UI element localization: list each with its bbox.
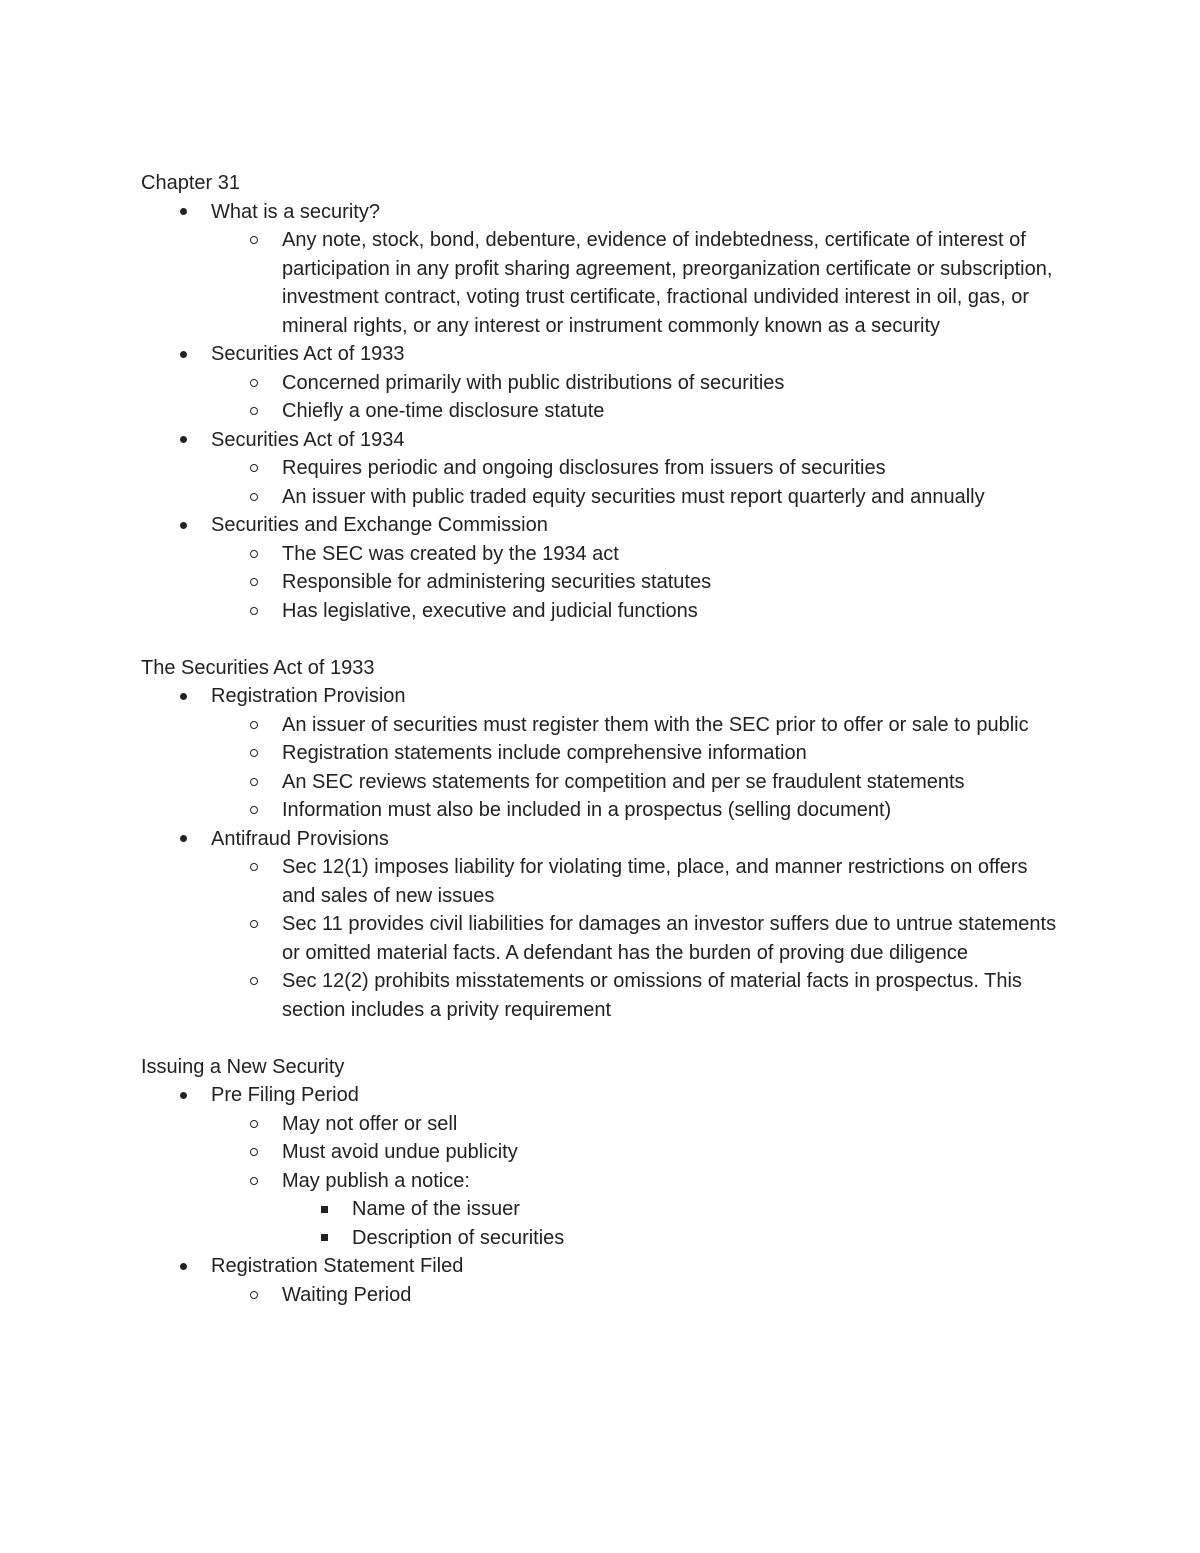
outline-list-level-2 — [141, 1281, 1061, 1310]
bullet-circle-icon — [247, 483, 261, 512]
list-item-row — [141, 1281, 1061, 1310]
list-item — [141, 340, 1061, 426]
list-item-row — [141, 853, 1061, 910]
section-title: Chapter 31 — [141, 172, 240, 194]
list-item-text: An issuer with public traded equity securities must report quarterly and annually — [282, 485, 985, 508]
list-item — [141, 426, 1061, 512]
outline-section — [141, 654, 1061, 1025]
list-item-text: Information must also be included in a prospectus (selling document) — [282, 799, 892, 821]
list-item-text: An SEC reviews statements for competition and per se fraudulent statements — [282, 770, 965, 793]
list-item-text: Securities and Exchange Commission — [211, 514, 548, 536]
list-item — [141, 369, 1061, 398]
list-item-text: Securities Act of 1934 — [211, 428, 405, 451]
list-item — [141, 1252, 1061, 1309]
list-item-text: Name of the issuer — [352, 1198, 520, 1220]
list-item-row — [141, 967, 1061, 1024]
bullet-disc-icon — [176, 682, 190, 711]
list-item — [141, 825, 1061, 1025]
list-item-text: Description of securities — [352, 1226, 565, 1249]
list-item — [141, 511, 1061, 625]
bullet-disc-icon — [176, 511, 190, 540]
list-item — [141, 483, 1061, 512]
section-title: Issuing a New Security — [141, 1055, 345, 1078]
list-item — [141, 910, 1061, 967]
bullet-circle-icon — [247, 1167, 261, 1196]
list-item-text: Has legislative, executive and judicial functions — [282, 599, 698, 622]
list-item — [141, 768, 1061, 797]
bullet-circle-icon — [247, 454, 261, 483]
list-item-text: Pre Filing Period — [211, 1084, 359, 1106]
list-item — [141, 198, 1061, 341]
list-item-text: Registration Provision — [211, 685, 406, 707]
outline-list-level-1 — [141, 198, 1061, 626]
list-item-text: Sec 11 provides civil liabilities for damages an investor suffers due to untrue statements or omitted material facts. A defendant has the burden of proving due diligence — [282, 913, 1057, 964]
bullet-circle-icon — [247, 568, 261, 597]
list-item-row — [141, 1081, 1061, 1110]
outline-list-level-2 — [141, 369, 1061, 426]
list-item-row — [141, 768, 1061, 797]
list-item-row — [141, 226, 1061, 340]
outline-list-level-2 — [141, 853, 1061, 1024]
outline-list-level-2 — [141, 226, 1061, 340]
bullet-circle-icon — [247, 1138, 261, 1167]
list-item-text: Waiting Period — [282, 1283, 412, 1306]
outline-list-level-1 — [141, 1081, 1061, 1309]
document-page — [141, 169, 1061, 1309]
list-item-row — [141, 340, 1061, 369]
list-item-row — [141, 1252, 1061, 1281]
list-item-row — [141, 369, 1061, 398]
list-item-text: What is a security? — [211, 200, 380, 223]
list-item — [141, 540, 1061, 569]
list-item — [141, 682, 1061, 825]
section-title: The Securities Act of 1933 — [141, 656, 375, 679]
bullet-circle-icon — [247, 967, 261, 996]
list-item-text: The SEC was created by the 1934 act — [282, 542, 619, 565]
bullet-disc-icon — [176, 1252, 190, 1281]
list-item-text: Sec 12(2) prohibits misstatements or omissions of material facts in prospectus. This section includes a privity requirement — [282, 970, 1022, 1021]
list-item-row — [141, 796, 1061, 825]
bullet-circle-icon — [247, 597, 261, 626]
bullet-circle-icon — [247, 768, 261, 797]
list-item-text: Must avoid undue publicity — [282, 1141, 518, 1163]
bullet-disc-icon — [176, 340, 190, 369]
bullet-circle-icon — [247, 853, 261, 882]
list-item — [141, 454, 1061, 483]
bullet-disc-icon — [176, 426, 190, 455]
list-item — [141, 1224, 1061, 1253]
bullet-disc-icon — [176, 825, 190, 854]
list-item — [141, 1195, 1061, 1224]
bullet-square-icon — [317, 1195, 331, 1224]
list-item-text: Registration Statement Filed — [211, 1255, 464, 1277]
outline-list-level-2 — [141, 454, 1061, 511]
list-item — [141, 853, 1061, 910]
bullet-circle-icon — [247, 540, 261, 569]
list-item-row — [141, 739, 1061, 768]
list-item-row — [141, 597, 1061, 626]
outline-list-level-2 — [141, 711, 1061, 825]
list-item — [141, 967, 1061, 1024]
list-item-text: Securities Act of 1933 — [211, 343, 405, 365]
list-item-row — [141, 511, 1061, 540]
list-item-row — [141, 1167, 1061, 1196]
list-item — [141, 1110, 1061, 1139]
list-item-row — [141, 910, 1061, 967]
list-item-row — [141, 198, 1061, 227]
bullet-circle-icon — [247, 711, 261, 740]
list-item-row — [141, 1110, 1061, 1139]
section-spacer — [141, 1024, 1061, 1053]
list-item-text: An issuer of securities must register them with the SEC prior to offer or sale to public — [282, 713, 1029, 736]
list-item-text: May not offer or sell — [282, 1112, 458, 1135]
bullet-circle-icon — [247, 1110, 261, 1139]
bullet-disc-icon — [176, 198, 190, 227]
list-item-row — [141, 1195, 1061, 1224]
bullet-disc-icon — [176, 1081, 190, 1110]
list-item — [141, 568, 1061, 597]
list-item-row — [141, 568, 1061, 597]
list-item-text: Concerned primarily with public distributions of securities — [282, 371, 785, 394]
outline-list-level-2 — [141, 540, 1061, 626]
list-item — [141, 1081, 1061, 1252]
list-item-row — [141, 540, 1061, 569]
outline-list-level-1 — [141, 682, 1061, 1024]
list-item-row — [141, 711, 1061, 740]
list-item-row — [141, 397, 1061, 426]
list-item-text: Antifraud Provisions — [211, 827, 389, 850]
bullet-circle-icon — [247, 226, 261, 255]
list-item-row — [141, 483, 1061, 512]
list-item — [141, 1138, 1061, 1167]
bullet-circle-icon — [247, 1281, 261, 1310]
list-item — [141, 226, 1061, 340]
section-spacer — [141, 625, 1061, 654]
list-item — [141, 1281, 1061, 1310]
list-item-row — [141, 682, 1061, 711]
list-item — [141, 711, 1061, 740]
outline-list-level-2 — [141, 1110, 1061, 1253]
outline-section — [141, 169, 1061, 625]
list-item-row — [141, 1138, 1061, 1167]
bullet-circle-icon — [247, 796, 261, 825]
bullet-circle-icon — [247, 369, 261, 398]
list-item-row — [141, 426, 1061, 455]
bullet-square-icon — [317, 1224, 331, 1253]
outline-section — [141, 1053, 1061, 1310]
list-item-row — [141, 825, 1061, 854]
list-item — [141, 739, 1061, 768]
list-item — [141, 796, 1061, 825]
list-item — [141, 397, 1061, 426]
list-item-text: Sec 12(1) imposes liability for violating time, place, and manner restrictions on offers and sales of new issues — [282, 856, 1028, 907]
bullet-circle-icon — [247, 739, 261, 768]
list-item-text: May publish a notice: — [282, 1169, 470, 1192]
list-item-text: Any note, stock, bond, debenture, evidence of indebtedness, certificate of interest of participation in any profit sharing agreement, preorganization certificate or subscription, investment contract, voting trust certificate, fractional undivided interest in oil, gas, or mineral rights, or any interest or instrument commonly known as a security — [282, 229, 1053, 337]
list-item-row — [141, 1224, 1061, 1253]
bullet-circle-icon — [247, 910, 261, 939]
list-item — [141, 597, 1061, 626]
outline-list-level-3 — [141, 1195, 1061, 1252]
list-item-text: Responsible for administering securities statutes — [282, 571, 712, 593]
list-item-text: Requires periodic and ongoing disclosures from issuers of securities — [282, 457, 886, 479]
list-item-row — [141, 454, 1061, 483]
bullet-circle-icon — [247, 397, 261, 426]
list-item-text: Chiefly a one-time disclosure statute — [282, 400, 605, 422]
list-item — [141, 1167, 1061, 1253]
list-item-text: Registration statements include comprehensive information — [282, 742, 807, 764]
